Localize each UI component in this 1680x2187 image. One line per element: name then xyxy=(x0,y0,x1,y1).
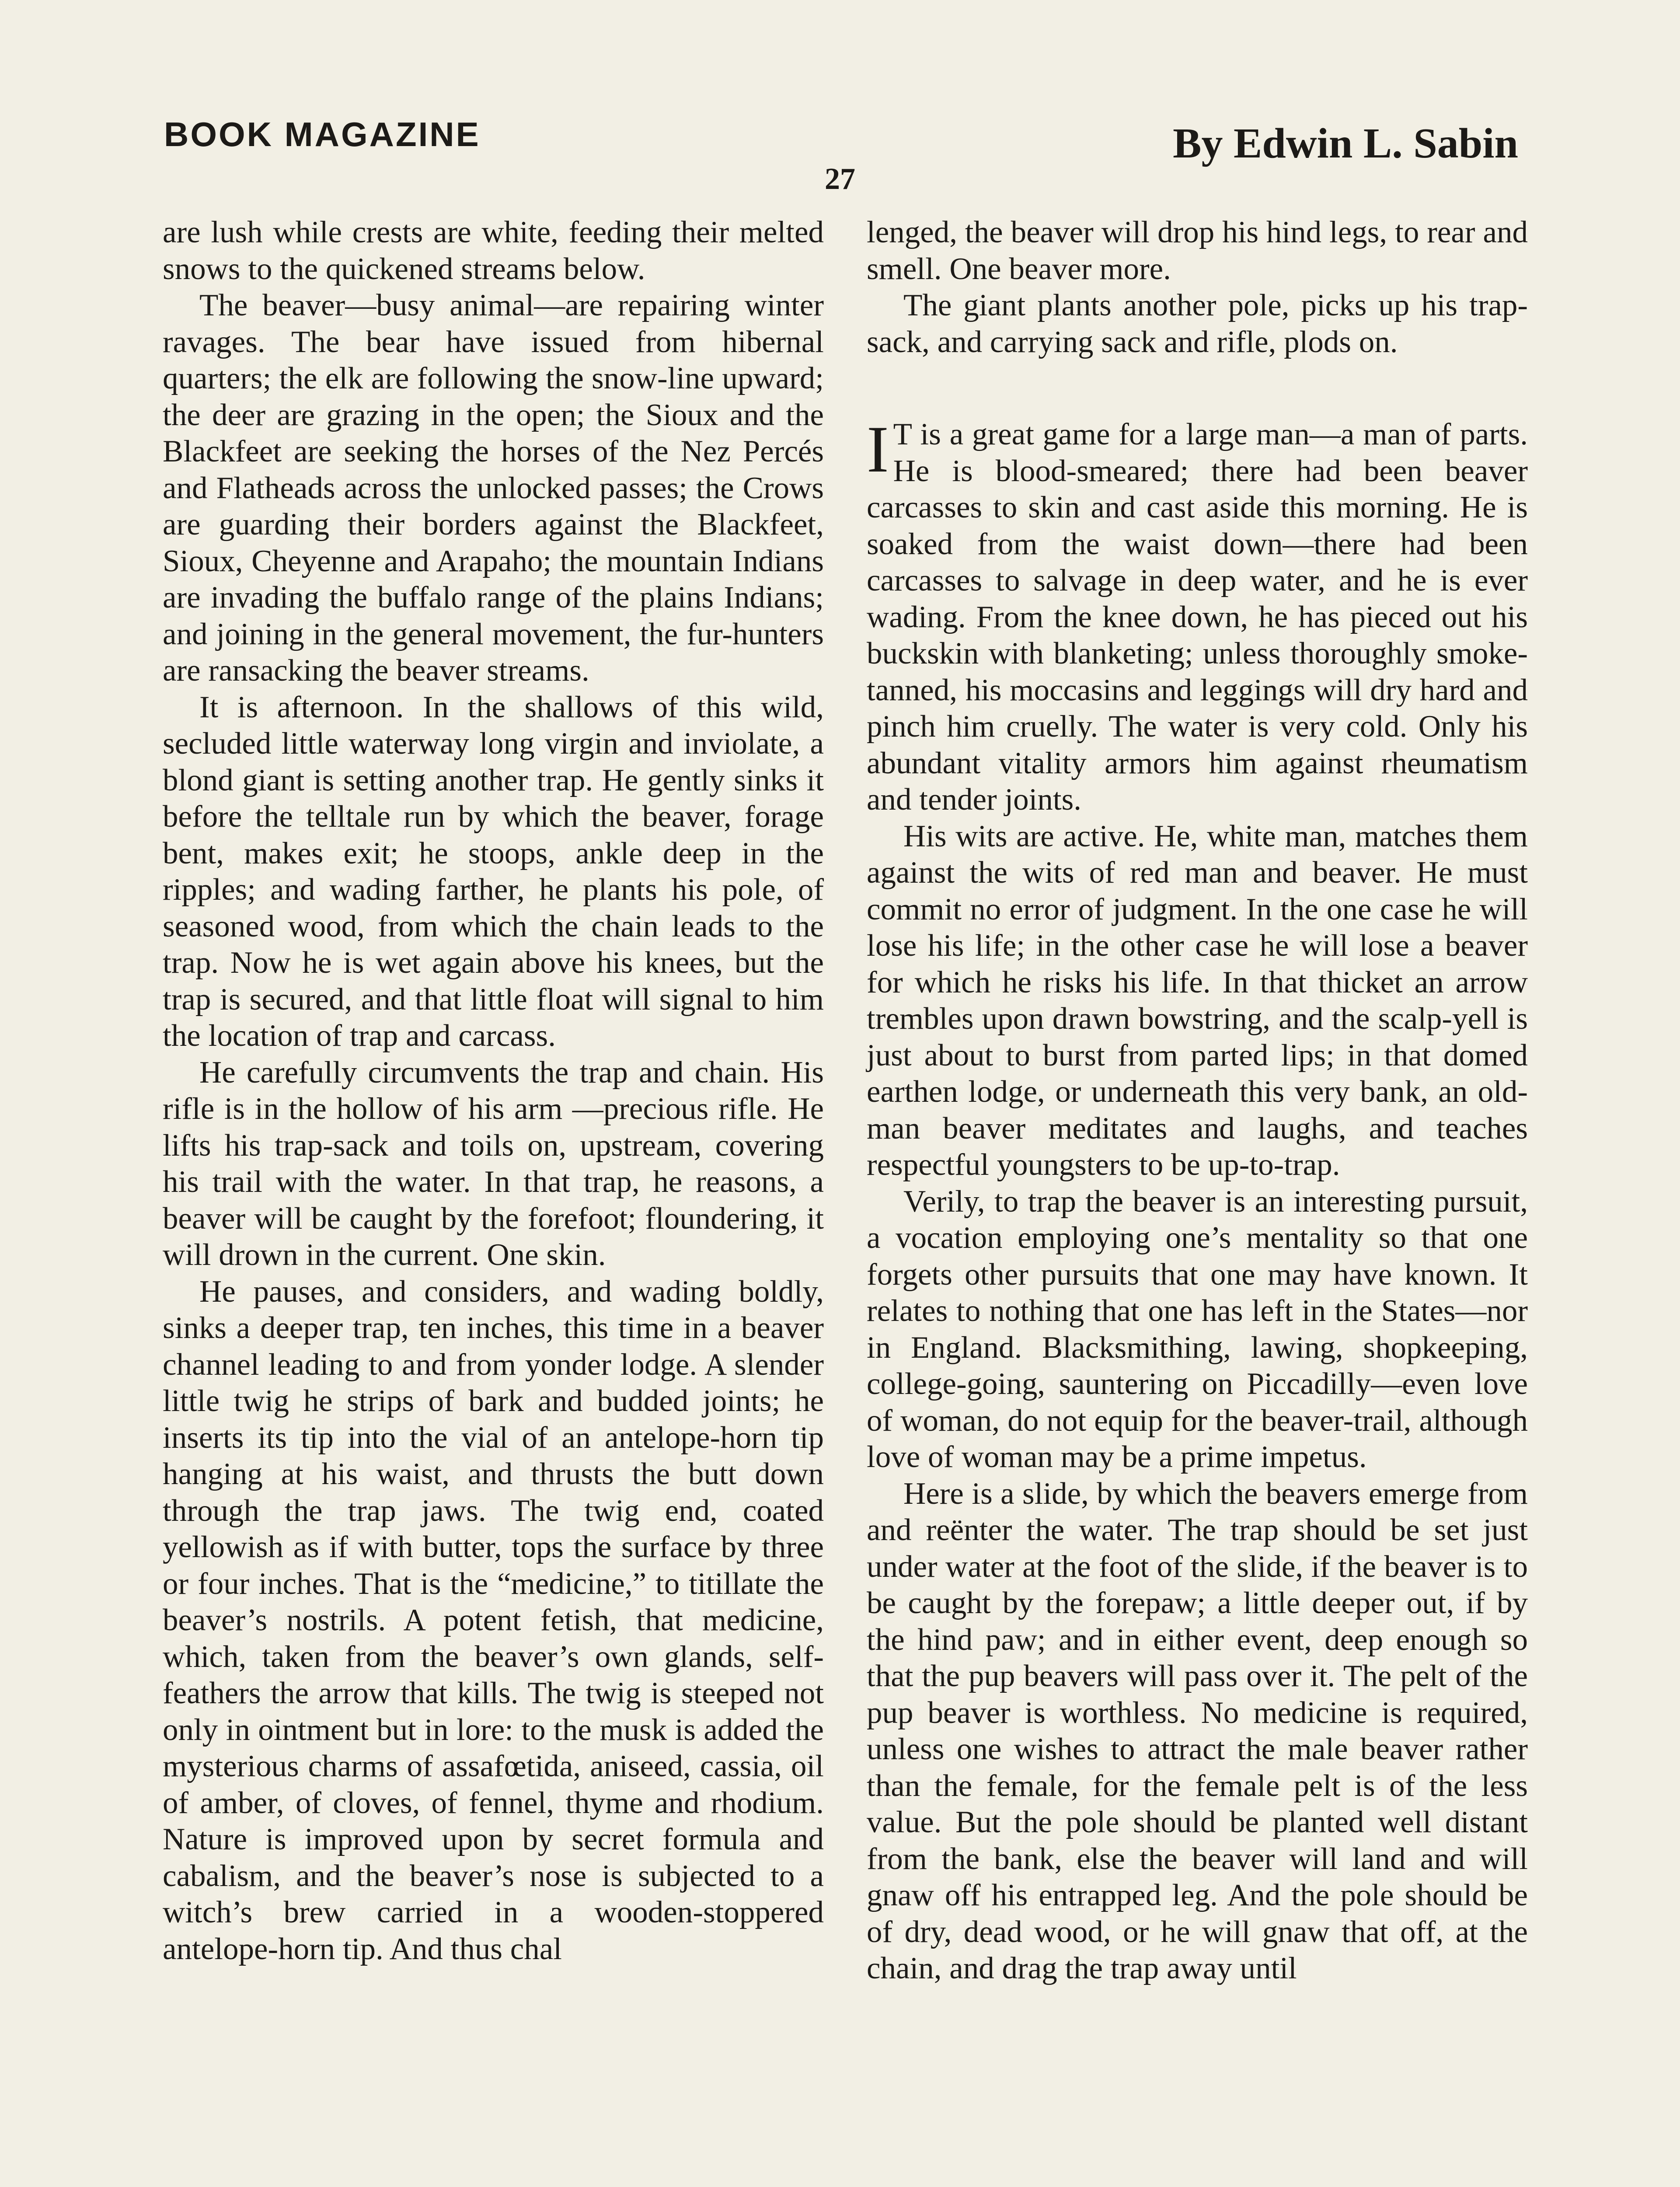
page-number: 27 xyxy=(825,162,855,196)
author-byline: By Edwin L. Sabin xyxy=(1173,120,1518,167)
paragraph: lenged, the beaver will drop his hind legs, to rear and smell. One beaver more. xyxy=(867,215,1528,286)
paragraph: His wits are active. He, white man, matches them against the wits of red man and beaver. He must commit no error of judgment. In the one case he will lose his life; in the other case he will lose a beaver for which he risks his life. In that thicket an arrow trembles upon drawn bowstring, and the scalp-yell is just about to burst from parted lips; in that domed earthen lodge, or underneath this very bank, an old-man beaver meditates and laughs, and teaches respectful youngsters to be up-to-trap. xyxy=(867,819,1528,1182)
left-column xyxy=(163,214,824,1967)
section-opening-paragraph xyxy=(867,412,1528,818)
paragraph: The giant plants another pole, picks up his trap-sack, and carrying sack and rifle, plods on. xyxy=(867,288,1528,359)
paragraph: He pauses, and considers, and wading boldly, sinks a deeper trap, ten inches, this time in a beaver channel leading to and from yonder lodge. A slender little twig he strips of bark and budded joints; he inserts its tip into the vial of an antelope-horn tip hanging at his waist, and thrusts the butt down through the trap jaws. The twig end, coated yellowish as if with butter, tops the surface by three or four inches. That is the “medicine,” to titillate the beaver’s nostrils. A potent fetish, that medicine, which, taken from the beaver’s own glands, self-feathers the arrow that kills. The twig is steeped not only in ointment but in lore: to the musk is added the mysterious charms of assafœtida, aniseed, cassia, oil of amber, of cloves, of fennel, thyme and rhodium. Nature is improved upon by secret formula and cabalism, and the beaver’s nose is subjected to a witch’s brew carried in a wooden-stoppered antelope-horn tip. And thus chal xyxy=(163,1274,824,1966)
paragraph: are lush while crests are white, feeding their melted snows to the quickened streams below. xyxy=(163,215,824,286)
publication-title: BOOK MAGAZINE xyxy=(164,115,481,154)
right-column xyxy=(867,214,1528,1987)
drop-cap: I xyxy=(867,412,889,486)
paragraph: The beaver—busy animal—are repairing winter ravages. The bear have issued from hibernal quarters; the elk are following the snow-line upward; the deer are grazing in the open; the Sioux and the Blackfeet are seeking the horses of the Nez Percés and Flatheads across the unlocked passes; the Crows are guarding their borders against the Blackfeet, Sioux, Cheyenne and Arapaho; the mountain Indians are invading the buffalo range of the plains Indians; and joining in the general movement, the fur-hunters are ransacking the beaver streams. xyxy=(163,288,824,688)
paragraph: Verily, to trap the beaver is an interesting pursuit, a vocation employing one’s mentality so that one forgets other pursuits that one may have known. It relates to nothing that one has left in the States—nor in England. Blacksmithing, lawing, shopkeeping, college-going, sauntering on Piccadilly—even love of woman, do not equip for the beaver-trail, although love of woman may be a prime impetus. xyxy=(867,1184,1528,1474)
section-opening-text: T is a great game for a large man—a man of parts. He is blood-smeared; there had been beaver carcasses to skin and cast aside this morning. He is soaked from the waist down—there had been carcasses to salvage in deep water, and he is ever wading. From the knee down, he has pieced out his buckskin with blanketing; unless thoroughly smoke-tanned, his moccasins and leggings will dry hard and pinch him cruelly. The water is very cold. Only his abundant vitality armors him against rheumatism and tender joints. xyxy=(867,417,1528,817)
paragraph: Here is a slide, by which the beavers emerge from and reënter the water. The trap should be set just under water at the foot of the slide, if the beaver is to be caught by the forepaw; a little deeper out, if by the hind paw; and in either event, deep enough so that the pup beavers will pass over it. The pelt of the pup beaver is worthless. No medicine is required, unless one wishes to attract the male beaver rather than the female, for the female pelt is of the less value. But the pole should be planted well distant from the bank, else the beaver will land and will gnaw off his entrapped leg. And the pole should be of dry, dead wood, or he will gnaw that off, at the chain, and drag the trap away until xyxy=(867,1476,1528,1985)
paragraph: It is afternoon. In the shallows of this wild, secluded little waterway long virgin and inviolate, a blond giant is setting another trap. He gently sinks it before the telltale run by which the beaver, forage bent, makes exit; he stoops, ankle deep in the ripples; and wading farther, he plants his pole, of seasoned wood, from which the chain leads to the trap. Now he is wet again above his knees, but the trap is secured, and that little float will signal to him the location of trap and carcass. xyxy=(163,690,824,1053)
paragraph: He carefully circumvents the trap and chain. His rifle is in the hollow of his arm —precious rifle. He lifts his trap-sack and toils on, upstream, covering his trail with the water. In that trap, he reasons, a beaver will be caught by the forefoot; floundering, it will drown in the current. One skin. xyxy=(163,1055,824,1272)
